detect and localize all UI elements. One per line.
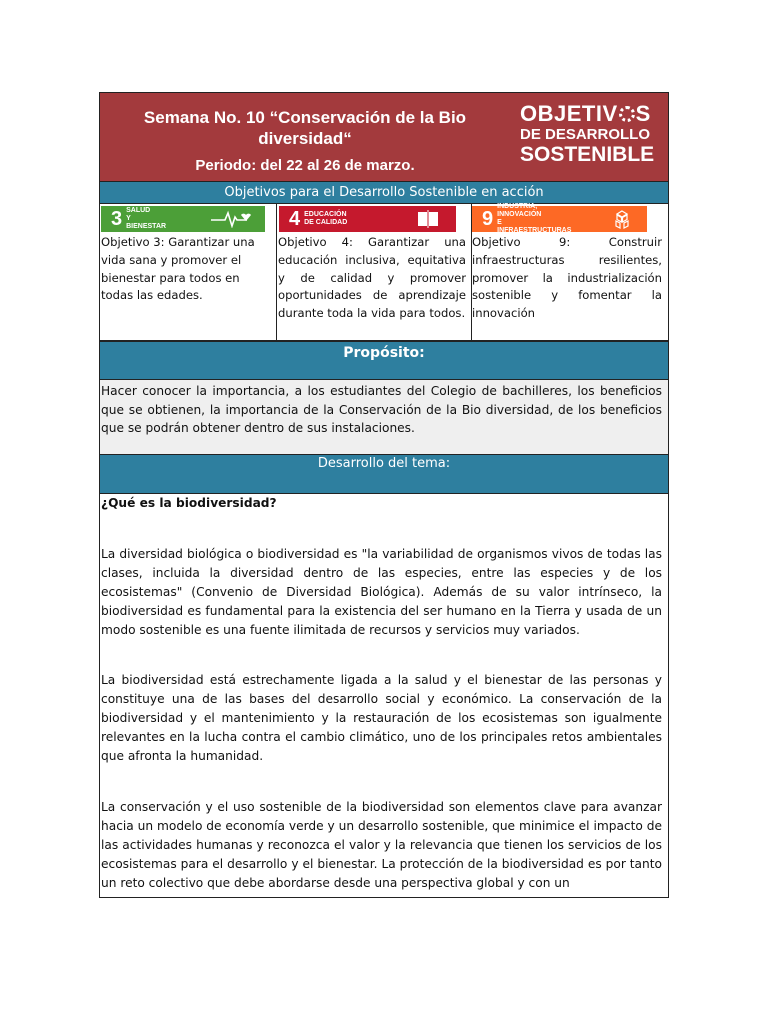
logo-text-s: S	[635, 101, 651, 126]
page-title: Semana No. 10 “Conservación de la Bio diversidad“	[143, 108, 467, 148]
development-heading: Desarrollo del tema:	[100, 454, 668, 494]
logo-text-sostenible: SOSTENIBLE	[520, 143, 655, 166]
logo-text-objetivos: OBJETIV	[520, 101, 618, 126]
sdg-wheel-icon	[619, 106, 635, 122]
sdg-9-label-2: E INFRAESTRUCTURAS	[497, 219, 572, 234]
document-frame	[99, 92, 669, 898]
purpose-section	[100, 380, 668, 454]
sdg-3-text: Objetivo 3: Garantizar una vida sana y promover el bienestar para todos en todas las edades.	[101, 235, 255, 303]
sdg-4-column	[276, 204, 472, 340]
development-content	[101, 494, 662, 893]
sdg-3-number: 3	[111, 207, 123, 230]
sdg-3-label-2: Y BIENESTAR	[126, 215, 167, 230]
book-icon	[416, 210, 442, 228]
purpose-heading: Propósito:	[100, 341, 668, 380]
sdg-9-number: 9	[482, 207, 494, 230]
logo-text-desarrollo: DE DESARROLLO	[520, 126, 651, 143]
sdg-9-text: Objetivo 9: Construir infraestructuras resilientes, promover la industrialización sostenible y fomentar la innovación	[472, 235, 662, 321]
sdg-4-text: Objetivo 4: Garantizar una educación inclusiva, equitativa y de calidad y promover oportunidades de aprendizaje durante toda la vida para todos.	[278, 235, 466, 321]
cubes-icon	[611, 210, 633, 230]
sdg-9-badge	[472, 203, 647, 234]
period-text: Periodo: del 22 al 26 de marzo.	[195, 157, 415, 174]
sdg-9-column	[471, 204, 668, 340]
sdg-logo	[520, 103, 660, 165]
sdg-4-number: 4	[289, 207, 301, 230]
sdg-9-label-1: INDUSTRIA, INNOVACIÓN	[497, 203, 542, 218]
paragraph-1: La diversidad biológica o biodiversidad es "la variabilidad de organismos vivos de todas las clases, incluida la diversidad dentro de las especies, entre las especies y de los ecosistemas" (Convenio de Diversidad Biológica). Además de su valor intrínseco, la biodiversidad es fundamental para la existencia del ser humano en la Tierra y usada de un modo sostenible es una fuente ilimitada de recursos y servicios muy variados.	[101, 546, 662, 637]
paragraph-2: La biodiversidad está estrechamente ligada a la salud y el bienestar de las personas y constituye una de las bases del desarrollo social y económico. La conservación de la biodiversidad y el mantenimiento y la restauración de los ecosistemas son igualmente relevantes en la lucha contra el cambio climático, uno de los principales retos ambientales que afronta la humanidad.	[101, 673, 662, 764]
sdg-4-label-2: DE CALIDAD	[304, 219, 348, 226]
heartbeat-icon	[211, 210, 251, 228]
sdg-3-label-1: SALUD	[126, 207, 151, 214]
sdg-4-badge	[279, 206, 456, 232]
objectives-heading: Objetivos para el Desarrollo Sostenible en acción	[100, 181, 668, 204]
sdg-3-column	[100, 204, 277, 340]
sdg-row	[100, 204, 668, 341]
header-banner	[100, 93, 668, 181]
paragraph-3: La conservación y el uso sostenible de la biodiversidad son elementos clave para avanzar hacia un modelo de economía verde y un desarrollo sostenible, que minimice el impacto de las actividades humanas y reconozca el valor y la relevancia que tienen los servicios de los ecosistemas para el desarrollo y el bienestar. La protección de la biodiversidad es por tanto un reto colectivo que debe abordarse desde una perspectiva global y con un	[101, 799, 662, 890]
sdg-3-badge	[101, 206, 265, 232]
section-question: ¿Qué es la biodiversidad?	[101, 496, 277, 510]
sdg-4-label-1: EDUCACIÓN	[304, 211, 347, 218]
purpose-text: Hacer conocer la importancia, a los estudiantes del Colegio de bachilleres, los beneficios que se obtienen, la importancia de la Conservación de la Bio diversidad, de los beneficios que se podrán obtener dentro de sus instalaciones.	[101, 384, 662, 436]
